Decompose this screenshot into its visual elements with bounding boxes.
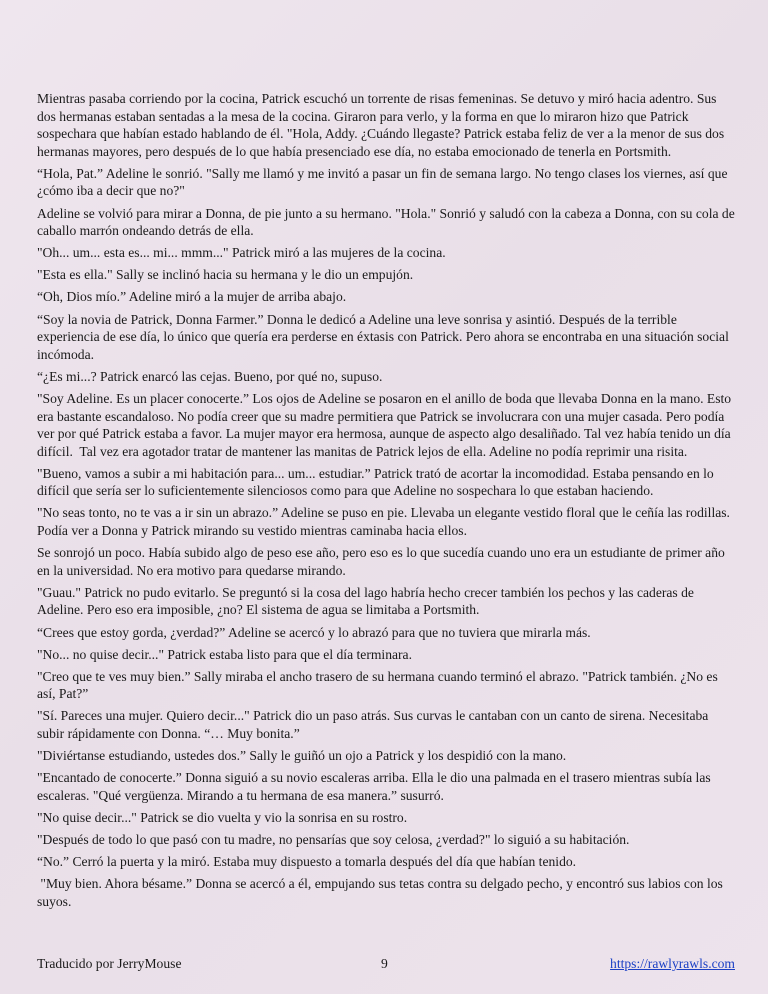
paragraph: Se sonrojó un poco. Había subido algo de peso ese año, pero eso es lo que sucedía cuando uno era un estudiante de primer año en la universidad. No era motivo para quedarse mirando. [37,545,729,578]
paragraph: "No seas tonto, no te vas a ir sin un abrazo.” Adeline se puso en pie. Llevaba un elegante vestido floral que le ceñía las rodillas. Podía ver a Donna y Patrick mirando su vestido mientras caminaba hacia ellos. [37,505,734,539]
paragraph: "No... no quise decir..." Patrick estaba listo para que el día terminara. [37,646,412,662]
paragraph: Mientras pasaba corriendo por la cocina, Patrick escuchó un torrente de risas femeninas. Se detuvo y miró hacia adentro. Sus dos hermanas estaban sentadas a la mesa de la cocina. Giraron para verlo, y la forma en que lo miraron hizo que Patrick sospechara que habían estado hablando de él. "Hola, Addy. ¿Cuándo llegaste? Patrick estaba feliz de ver a la menor de sus dos hermanas mayores, pero después de lo que había presenciado ese día, no estaba emocionado de tenerla en Portsmith. [37,91,728,159]
translator-credit: Traducido por JerryMouse [37,956,182,971]
paragraph: “Crees que estoy gorda, ¿verdad?” Adeline se acercó y lo abrazó para que no tuviera que mirarla más. [37,624,591,640]
paragraph: "Encantado de conocerte.” Donna siguió a su novio escaleras arriba. Ella le dio una palmada en el trasero mientras subía las escaleras. "Qué vergüenza. Mirando a tu hermana de esa manera.” susurró. [37,770,715,803]
paragraph: "Después de todo lo que pasó con tu madre, no pensarías que soy celosa, ¿verdad?" lo siguió a su habitación. [37,831,630,847]
paragraph: Adeline se volvió para mirar a Donna, de pie junto a su hermano. "Hola." Sonrió y saludó con la cabeza a Donna, con su cola de caballo marrón ondeando detrás de ella. [37,205,739,239]
page-footer [37,954,735,974]
paragraph: "Sí. Pareces una mujer. Quiero decir..." Patrick dio un paso atrás. Sus curvas le cantaban con un canto de sirena. Necesitaba subir rápidamente con Donna. “… Muy bonita.” [37,708,712,741]
paragraph: “Hola, Pat.” Adeline le sonrió. "Sally me llamó y me invitó a pasar un fin de semana largo. No tengo clases los viernes, así que ¿cómo iba a decir que no?" [37,165,731,199]
paragraph: "Guau." Patrick no pudo evitarlo. Se preguntó si la cosa del lago habría hecho crecer también los pechos y las caderas de Adeline. Pero eso era imposible, ¿no? El sistema de agua se limitaba a Portsmith. [37,584,697,618]
paragraph: "Diviértanse estudiando, ustedes dos.” Sally le guiñó un ojo a Patrick y los despidió con la mano. [37,748,567,764]
paragraph: "Oh... um... esta es... mi... mmm..." Patrick miró a las mujeres de la cocina. [37,245,446,261]
paragraph: “Soy la novia de Patrick, Donna Farmer.” Donna le dedicó a Adeline una leve sonrisa y asintió. Después de la terrible experiencia de ese día, lo único que quería era perderse en éxtasis con Patrick. Pero ahora se encontraba en una situación social incómoda. [37,311,733,362]
paragraph: “¿Es mi...? Patrick enarcó las cejas. Bueno, por qué no, supuso. [37,368,383,384]
paragraph: "Muy bien. Ahora bésame.” Donna se acercó a él, empujando sus tetas contra su delgado pecho, y encontró sus labios con los suyos. [37,876,727,909]
page-number: 9 [381,956,388,971]
paragraph: "Bueno, vamos a subir a mi habitación para... um... estudiar.” Patrick trató de acortar la incomodidad. Estaba pensando en lo difícil que sería ser lo suficientemente silenciosos como para que Adeline no sospechara lo que estaban haciendo. [37,465,718,499]
body-text [37,90,739,915]
paragraph: "Creo que te ves muy bien.” Sally miraba el ancho trasero de su hermana cuando terminó el abrazo. "Patrick también. ¿No es así, Pat?” [37,668,722,702]
paragraph: "Soy Adeline. Es un placer conocerte.” Los ojos de Adeline se posaron en el anillo de boda que llevaba Donna en la mano. Esto era bastante escandaloso. No podía creer que su madre permitiera que Patrick se involucrara con una mujer casada. Pero podía ver por qué Patrick estaba a favor. La mujer mayor era hermosa, aunque de aspecto algo desaliñado. Tal vez había tenido un día difícil. Tal vez era agotador tratar de mantener las manitas de Patrick lejos de ella. Adeline no podía reprimir una risita. [37,390,735,459]
paragraph: “Oh, Dios mío.” Adeline miró a la mujer de arriba abajo. [37,289,347,305]
website-link[interactable]: https://rawlyrawls.com [610,956,735,971]
paragraph: "Esta es ella." Sally se inclinó hacia su hermana y le dio un empujón. [37,267,414,283]
paragraph: "No quise decir..." Patrick se dio vuelta y vio la sonrisa en su rostro. [37,809,408,825]
paragraph: “No.” Cerró la puerta y la miró. Estaba muy dispuesto a tomarla después del día que habían tenido. [37,854,577,870]
